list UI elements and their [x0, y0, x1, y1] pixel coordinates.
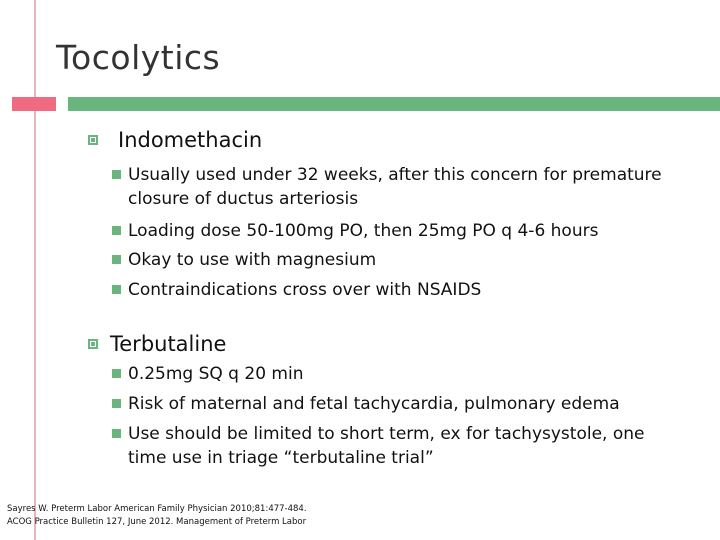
references: [7, 503, 307, 529]
square-bullet-icon: [88, 135, 98, 145]
list-item-text: 0.25mg SQ q 20 min: [128, 364, 304, 384]
bullet-icon: [112, 226, 121, 235]
section-heading-text: Terbutaline: [110, 332, 227, 356]
list-item-text: Okay to use with magnesium: [128, 250, 377, 270]
section-heading-text: Indomethacin: [118, 128, 263, 152]
section-heading-indomethacin: [88, 128, 262, 152]
decorative-vertical-line: [34, 0, 36, 540]
reference-line: ACOG Practice Bulletin 127, June 2012. Management of Preterm Labor: [7, 517, 307, 527]
list-item-text: Use should be limited to short term, ex for tachysystole, one time use in triage “terbutaline trial”: [128, 424, 645, 468]
list-item: [128, 219, 688, 243]
list-item-text: Risk of maternal and fetal tachycardia, pulmonary edema: [128, 394, 620, 414]
list-item-text: Loading dose 50-100mg PO, then 25mg PO q 4-6 hours: [128, 221, 599, 241]
list-item: [128, 163, 688, 211]
bullet-icon: [112, 255, 121, 264]
list-item-text: Contraindications cross over with NSAIDS: [128, 280, 482, 300]
bullet-icon: [112, 285, 121, 294]
list-item-text: Usually used under 32 weeks, after this concern for premature closure of ductus arteriosis: [128, 165, 662, 209]
list-item: [128, 422, 688, 470]
title-accent-bar-green: [68, 97, 720, 111]
slide-title: Tocolytics: [56, 38, 221, 77]
section-heading-terbutaline: [88, 332, 226, 356]
list-item: [128, 248, 688, 272]
list-item: [128, 362, 688, 386]
list-item: [128, 278, 688, 302]
title-accent-bar-red: [12, 97, 56, 111]
bullet-icon: [112, 429, 121, 438]
bullet-icon: [112, 369, 121, 378]
square-bullet-icon: [88, 339, 98, 349]
bullet-icon: [112, 399, 121, 408]
bullet-icon: [112, 170, 121, 179]
list-item: [128, 392, 688, 416]
reference-line: Sayres W. Preterm Labor American Family Physician 2010;81:477-484.: [7, 504, 307, 514]
